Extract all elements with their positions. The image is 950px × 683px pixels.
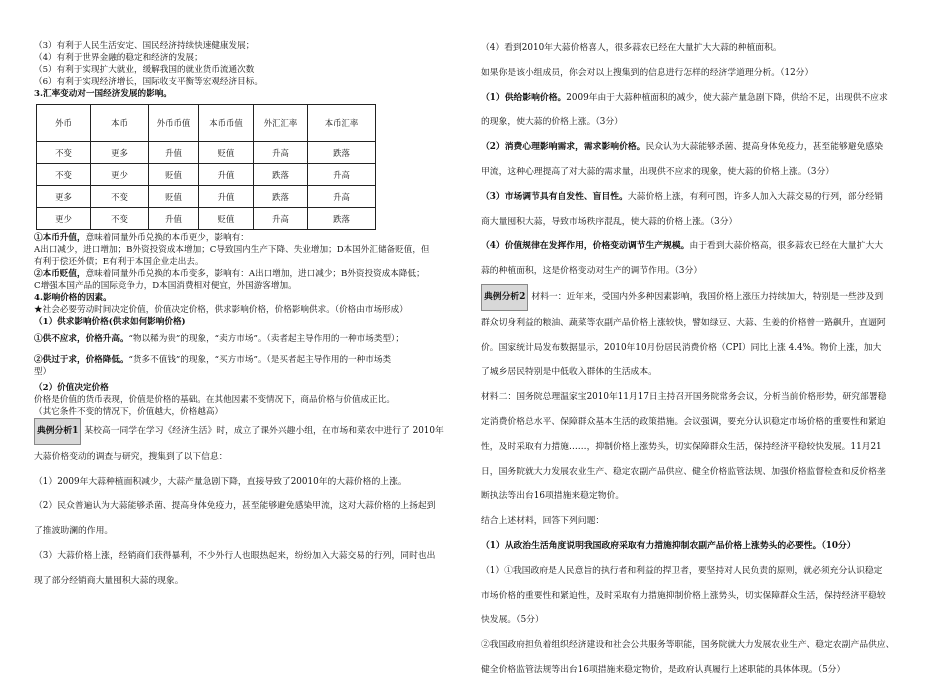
answer-text: 大蒜价格上涨，有利可图，许多人加入大蒜交易的行列，部分经销 — [627, 191, 883, 202]
table-cell: 贬值 — [149, 186, 199, 208]
table-cell: 升值 — [149, 142, 199, 164]
table-cell: 不变 — [37, 164, 91, 186]
material-line: 断执法等出台16项措施来稳定物价。 — [481, 491, 625, 502]
table-header-cell: 本币币值 — [199, 105, 254, 142]
answer-head: （1）供给影响价格。 — [481, 92, 567, 103]
case-line: （4）看到2010年大蒜价格喜人，很多蒜农已经在大量扩大大蒜的种植面积。 — [481, 43, 782, 53]
case-tag: 典例分析1 — [34, 418, 81, 445]
table-cell: 贬值 — [199, 142, 254, 164]
note-line: 有利于偿还外债；E有利于本国企业走出去。 — [34, 257, 204, 267]
material-line: 材料二：国务院总理温家宝2010年11月17日主持召开国务院常务会议，分析当前价格形势，研究部署稳 — [481, 392, 887, 403]
case-line: 了推波助澜的作用。 — [34, 526, 114, 537]
answer-line: 蒜的种植面积，这是价格变动对生产的调节作用。（3分） — [481, 266, 703, 277]
table-cell: 不变 — [91, 208, 149, 230]
answer-line — [481, 185, 911, 210]
case-line — [481, 284, 911, 311]
case-line: （2）民众普遍认为大蒜能够杀菌、提高身体免疫力，甚至能够避免感染甲流，这对大蒜价格的上扬起到 — [34, 501, 436, 512]
note-text: 意味着同量外币兑换的本币变多，影响有：A出口增加，进口减少；B外资投资成本降低； — [85, 269, 425, 279]
table-header-cell: 外币币值 — [149, 105, 199, 142]
answer-line: 的现象，使大蒜的价格上涨。（3分） — [481, 117, 623, 128]
point-text: “货多不值钱”的现象，“买方市场”。（是买者起主导作用的一种市场类 — [128, 355, 392, 365]
answer-head: （3）市场调节具有自发性、盲目性。 — [481, 191, 628, 202]
table-cell: 不变 — [37, 142, 91, 164]
material-line: 定消费价格总水平、保障群众基本生活的政策措施。会议强调，要充分认识稳定市场价格的重要性和紧迫 — [481, 416, 886, 427]
note-head: ①本币升值， — [34, 233, 86, 243]
case-line: （3）大蒜价格上涨，经销商们获得暴利，不少外行人也眼热起来，纷纷加入大蒜交易的行列，同时也出 — [34, 550, 436, 561]
answer-text: 由于看到大蒜价格高，很多蒜农已经在大量扩大大 — [689, 241, 883, 252]
case-text: 某校高一同学在学习《经济生活》时，成立了课外兴趣小组，在市场和菜农中进行了 2010年 — [84, 426, 444, 436]
answer-text: 2009年由于大蒜种植面积的减少，使大蒜产量急剧下降，供给不足，出现供不应求 — [566, 92, 888, 103]
material-line: 性，及时采取有力措施……，抑制价格上涨势头，切实保障群众生活，保持经济平稳较快发展。11月21 — [481, 441, 882, 452]
case-line — [34, 418, 454, 445]
table-cell: 更少 — [91, 164, 149, 186]
answer-line — [481, 135, 911, 160]
subsection-title: （1）供求影响价格(供求如何影响价格) — [34, 317, 186, 327]
table-cell: 贬值 — [199, 208, 254, 230]
point-line — [34, 328, 454, 350]
answer-line: 快发展。（5分） — [481, 615, 544, 626]
list-item: （6）有利于实现经济增长，国际收支平衡等宏观经济目标。 — [34, 77, 263, 87]
answer-line: 市场价格的重要性和紧迫性，及时采取有力措施抑制价格上涨势头，切实保障群众生活，保持经济平稳较 — [481, 590, 886, 601]
note-line: C增强本国产品的国际竞争力，D本国消费相对便宜，外国游客增加。 — [34, 281, 297, 291]
table-cell: 升高 — [308, 186, 376, 208]
key-point: ★社会必要劳动时间决定价值，价值决定价格，供求影响价格，价格影响供求。（价格由市场形成） — [34, 305, 408, 315]
table-cell: 不变 — [91, 186, 149, 208]
table-cell: 跌落 — [308, 208, 376, 230]
table-header-cell: 外币 — [37, 105, 91, 142]
case-line: 大蒜价格变动的调查与研究，搜集到了以下信息： — [34, 451, 228, 462]
question: （1）从政治生活角度说明我国政府采取有力措施抑制农副产品价格上涨势头的必要性。（10分） — [481, 540, 856, 551]
table-cell: 升值 — [199, 186, 254, 208]
answer-head: （2）消费心理影响需求，需求影响价格。 — [481, 142, 646, 153]
instruction: 结合上述材料，回答下列问题： — [481, 516, 605, 527]
case-line: 现了部分经销商大量囤积大蒜的现象。 — [34, 575, 184, 586]
exchange-rate-table — [36, 104, 376, 230]
answer-text: 民众认为大蒜能够杀菌、提高身体免疫力，甚至能够避免感染 — [645, 142, 883, 153]
table-cell: 更多 — [91, 142, 149, 164]
table-cell: 升值 — [149, 208, 199, 230]
answer-line — [481, 234, 911, 259]
table-cell: 升高 — [308, 164, 376, 186]
list-item: （3）有利于人民生活安定、国民经济持续快速健康发展； — [34, 41, 255, 51]
answer-line: ②我国政府担负着组织经济建设和社会公共服务等职能，国务院就大力发展农业生产、稳定农副产品供应、 — [481, 640, 895, 651]
table-cell: 跌落 — [308, 142, 376, 164]
left-column — [34, 40, 454, 594]
list-item: （4）有利于世界金融的稳定和经济的发展； — [34, 53, 203, 63]
note-depreciation — [34, 268, 454, 280]
table-row — [37, 186, 376, 208]
table-cell: 更多 — [37, 186, 91, 208]
answer-line — [481, 86, 911, 111]
subsection-title: （2）价值决定价格 — [34, 383, 109, 393]
question: 如果你是该小组成员，你会对以上搜集到的信息进行怎样的经济学道理分析。（12分） — [481, 67, 814, 78]
note-appreciation — [34, 232, 454, 244]
table-cell: 贬值 — [149, 164, 199, 186]
table-header-cell: 本币 — [91, 105, 149, 142]
case-line: 了城乡居民特别是中低收入群体的生活成本。 — [481, 367, 657, 378]
answer-line: 健全价格监管法规等出台16项措施来稳定物价，是政府认真履行上述职能的具体体现。（5分） — [481, 664, 846, 675]
case-line: 价。国家统计局发布数据显示，2010年10月份居民消费价格（CPI）同比上涨 4.4%。物价上涨，加大 — [481, 342, 882, 353]
table-row — [37, 142, 376, 164]
case-line: 群众切身利益的粮油、蔬菜等农副产品价格上涨较快，譬如绿豆、大蒜、生姜的价格曾一路飙升，直逼阿 — [481, 317, 886, 328]
answer-line: （1）①我国政府是人民意旨的执行者和利益的捍卫者，要坚持对人民负责的原则，就必须充分认识稳定 — [481, 565, 883, 576]
table-row — [37, 164, 376, 186]
point-text: “物以稀为贵”的现象，“卖方市场”。（卖者起主导作用的一种市场类型）； — [128, 334, 404, 344]
answer-line: 甲流，这种心理提高了对大蒜的需求量，出现供不应求的现象，使大蒜的价格上涨。（3分） — [481, 166, 835, 177]
table-cell: 跌落 — [254, 186, 308, 208]
table-row — [37, 208, 376, 230]
note-line: A出口减少，进口增加；B外资投资成本增加；C导致国内生产下降、失业增加；D本国外汇储备贬值，但 — [34, 245, 430, 255]
body-line: （其它条件不变的情况下，价值越大，价格越高） — [34, 407, 224, 417]
point-line: 型） — [34, 367, 52, 377]
point-head: ②供过于求，价格降低。 — [34, 355, 129, 365]
right-column — [481, 36, 911, 683]
section-title: 3.汇率变动对一国经济发展的影响。 — [34, 89, 172, 99]
table-cell: 升高 — [254, 208, 308, 230]
section-title: 4.影响价格的因素。 — [34, 293, 112, 303]
note-head: ②本币贬值， — [34, 269, 86, 279]
table-cell: 升值 — [199, 164, 254, 186]
case-text: 材料一：近年来，受国内外多种因素影响，我国价格上涨压力持续加大，特别是一些涉及到 — [531, 291, 884, 302]
point-line — [34, 354, 454, 366]
note-text: 意味着同量外币兑换的本币更少，影响有： — [85, 233, 249, 243]
table-cell: 升高 — [254, 142, 308, 164]
body-line: 价格是价值的货币表现，价值是价格的基础。在其他因素不变情况下，商品价格与价值成正比。 — [34, 395, 395, 405]
list-item: （5）有利于实现扩大就业，缓解我国的就业货币流通次数 — [34, 65, 255, 75]
table-header-cell: 外汇汇率 — [254, 105, 308, 142]
table-header-cell: 本币汇率 — [308, 105, 376, 142]
case-tag: 典例分析2 — [481, 284, 528, 311]
answer-head: （4）价值规律在发挥作用，价格变动调节生产规模。 — [481, 241, 690, 252]
case-line: （1）2009年大蒜种植面积减少，大蒜产量急剧下降，直接导致了20010年的大蒜价格的上涨。 — [34, 476, 407, 487]
table-header-row — [37, 105, 376, 142]
material-line: 日，国务院就大力发展农业生产、稳定农副产品供应、健全价格监管法规、加强价格监督检查和反价格垄 — [481, 466, 886, 477]
table-cell: 更少 — [37, 208, 91, 230]
table-cell: 跌落 — [254, 164, 308, 186]
answer-line: 商大量囤积大蒜，导致市场秩序混乱，使大蒜的价格上涨。（3分） — [481, 216, 738, 227]
point-head: ①供不应求，价格升高。 — [34, 334, 129, 344]
